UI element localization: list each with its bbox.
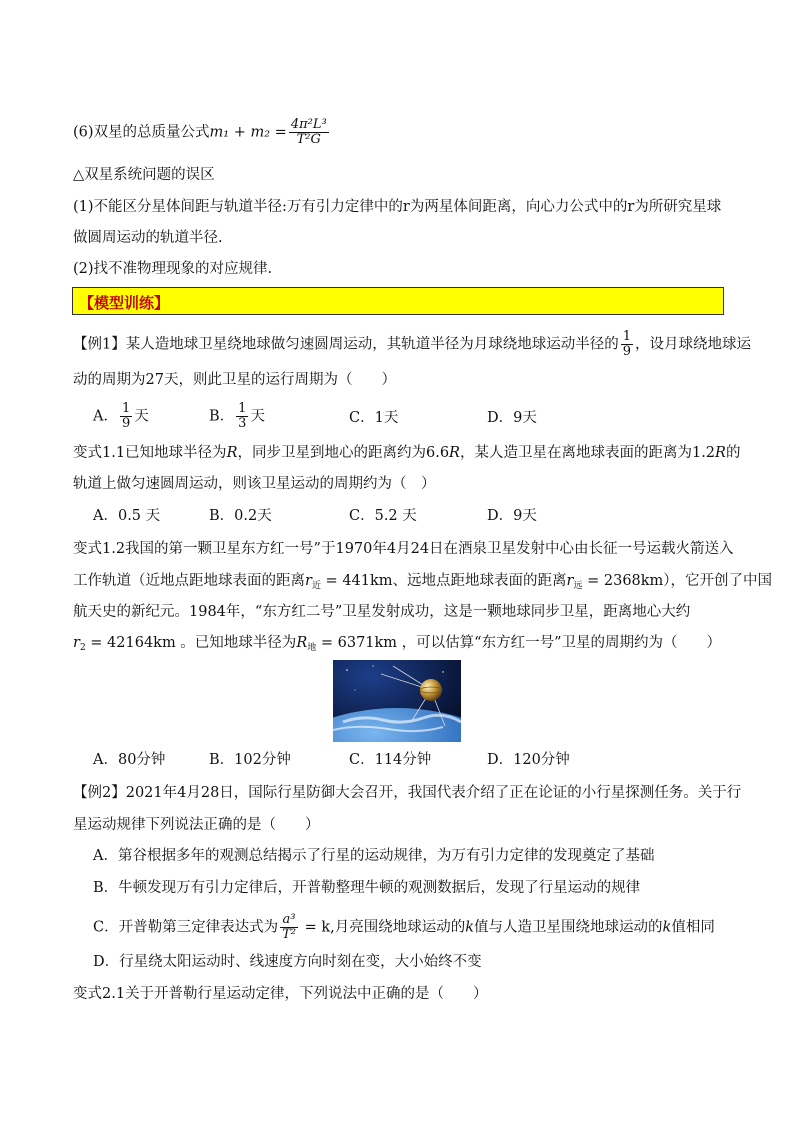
variant-1-1-options	[93, 506, 693, 528]
v12-option-b[interactable]: B．102分钟	[209, 752, 291, 768]
option-letter: B．	[209, 408, 235, 425]
ex1-option-b[interactable]	[209, 402, 265, 431]
v12-sub-earth: 地	[307, 643, 317, 653]
option-frac-den: 9	[121, 416, 131, 431]
ex1-frac-num: 1	[622, 329, 632, 344]
mistake-2: (2)找不准物理现象的对应规律.	[73, 261, 273, 277]
ex1-frac-den: 9	[622, 344, 632, 359]
formula-label: (6)双星的总质量公式	[73, 124, 210, 141]
option-text: 9天	[513, 410, 537, 426]
satellite-image-svg	[333, 660, 461, 742]
v12-option-d[interactable]: D．120分钟	[487, 752, 570, 768]
option-text: 1天	[374, 410, 399, 426]
v12-text-b: = 441km、远地点距地球表面的距离	[320, 573, 567, 589]
ex2-c-symbol-k: k	[662, 919, 672, 936]
formula-6	[73, 118, 331, 147]
example-1-options	[93, 402, 693, 430]
ex2-option-c[interactable]	[93, 913, 715, 942]
ex2-option-a[interactable]: A．第谷根据多年的观测总结揭示了行星的运动规律，为万有引力定律的发现奠定了基础	[93, 848, 655, 864]
variant-1-1-line-1	[73, 443, 740, 463]
option-frac-den: 3	[238, 416, 247, 431]
variant-1-1-line-2: 轨道上做匀速圆周运动，则该卫星运动的周期约为（ ）	[73, 476, 436, 492]
ex1-text-b: ，设月球绕地球运	[635, 336, 752, 353]
v12-symbol-r-far: r	[566, 573, 574, 589]
v11-text-d: 的	[725, 445, 741, 461]
satellite-over-earth-image	[333, 660, 461, 742]
v11-option-c[interactable]: C．5.2 天	[349, 508, 417, 524]
option-frac-num: 1	[238, 401, 247, 416]
ex2-c-text-d: 值相同	[671, 919, 715, 936]
option-letter: D．	[487, 410, 514, 426]
variant-1-2-line-1: 变式1.2我国的第一颗卫星东方红一号”于1970年4月24日在酒泉卫星发射中心由长征一号运载火箭送入	[73, 541, 734, 557]
ex2-c-text-a: C．开普勒第三定律表达式为	[93, 919, 279, 936]
mistake-1-line-1: (1)不能区分星体间距与轨道半径:万有引力定律中的r为两星体间距离，向心力公式中的r为所研究星球	[73, 199, 722, 215]
ex1-option-a[interactable]	[93, 402, 149, 431]
v12-sub-2: 2	[79, 643, 86, 653]
formula-lhs: m₁ + m₂ =	[209, 124, 287, 141]
v12-sub-near: 近	[311, 581, 321, 591]
v12-symbol-r-near: r	[305, 573, 312, 589]
option-letter: C．	[349, 410, 375, 426]
ex2-c-frac-den: T²	[282, 927, 296, 942]
ex2-c-text-c: 值与人造卫星围绕地球运动的	[474, 919, 663, 936]
v11-symbol-r: R	[449, 445, 460, 461]
v12-symbol-r2: r	[73, 635, 80, 651]
example-1-line-1	[73, 330, 751, 359]
variant-1-2-options	[93, 750, 693, 772]
v12-option-a[interactable]: A．80分钟	[93, 752, 166, 768]
v12-text-e: = 6371km ，可以估算“东方红一号”卫星的周期约为（ ）	[316, 635, 721, 651]
v11-text-a: 变式1.1已知地球半径为	[73, 445, 227, 461]
ex2-c-fraction	[280, 913, 298, 942]
ex2-option-d[interactable]: D．行星绕太阳运动时、线速度方向时刻在变，大小始终不变	[93, 954, 482, 970]
ex2-option-b[interactable]: B．牛顿发现万有引力定律后，开普勒整理牛顿的观测数据后，发现了行星运动的规律	[93, 880, 641, 896]
v12-symbol-r-earth: R	[296, 635, 308, 651]
v11-symbol-r: R	[715, 445, 726, 461]
ex1-fraction	[621, 330, 633, 359]
option-unit: 天	[250, 408, 265, 425]
v11-text-b: ，同步卫星到地心的距离约为6.6	[237, 445, 450, 461]
mistakes-title: △双星系统问题的误区	[73, 167, 215, 183]
ex1-text-a: 【例1】某人造地球卫星绕地球做匀速圆周运动，其轨道半径为月球绕地球运动半径的	[73, 336, 619, 353]
formula-numerator: 4π²L³	[290, 117, 327, 132]
banner-label: 【模型训练】	[79, 294, 170, 312]
example-2-line-2: 星运动规律下列说法正确的是（ ）	[73, 817, 320, 833]
option-unit: 天	[134, 408, 149, 425]
option-frac-num: 1	[121, 401, 131, 416]
v12-text-d: = 42164km 。已知地球半径为	[85, 635, 297, 651]
v11-symbol-r: R	[226, 445, 238, 461]
v12-option-c[interactable]: C．114分钟	[349, 752, 432, 768]
ex1-option-c[interactable]	[349, 408, 398, 428]
option-letter: A．	[93, 408, 118, 425]
option-fraction	[120, 402, 132, 431]
formula-fraction	[289, 118, 329, 147]
example-2-line-1: 【例2】2021年4月28日，国际行星防御大会召开，我国代表介绍了正在论证的小行星探测任务。关于行	[73, 785, 742, 801]
variant-1-2-line-3: 航天史的新纪元。1984年，“东方红二号”卫星发射成功，这是一颗地球同步卫星，距离地心大约	[73, 604, 691, 620]
variant-1-2-line-2	[73, 571, 772, 596]
v11-option-d[interactable]: D．9天	[487, 508, 537, 524]
v12-sub-far: 远	[573, 581, 583, 591]
v11-text-c: ，某人造卫星在离地球表面的距离为1.2	[459, 445, 716, 461]
mistake-1-line-2: 做圆周运动的轨道半径.	[73, 230, 223, 246]
v11-option-b[interactable]: B．0.2天	[209, 508, 272, 524]
model-training-banner	[72, 287, 724, 315]
v12-text-c: = 2368km），它开创了中国	[582, 573, 773, 589]
v12-text-a: 工作轨道（近地点距地球表面的距离	[73, 573, 305, 589]
ex2-c-text-b: = k,月亮围绕地球运动的	[299, 919, 466, 936]
variant-1-2-line-4	[73, 633, 721, 658]
formula-denominator: T²G	[296, 132, 321, 147]
v11-option-a[interactable]: A．0.5 天	[93, 508, 161, 524]
ex2-c-frac-num: a³	[280, 913, 298, 928]
option-fraction	[236, 402, 248, 431]
variant-2-1-line-1: 变式2.1关于开普勒行星运动定律，下列说法中正确的是（ ）	[73, 986, 488, 1002]
ex2-c-symbol-k: k	[465, 919, 475, 936]
example-1-line-2: 动的周期为27天，则此卫星的运行周期为（ ）	[73, 372, 396, 388]
ex1-option-d[interactable]	[487, 408, 537, 428]
